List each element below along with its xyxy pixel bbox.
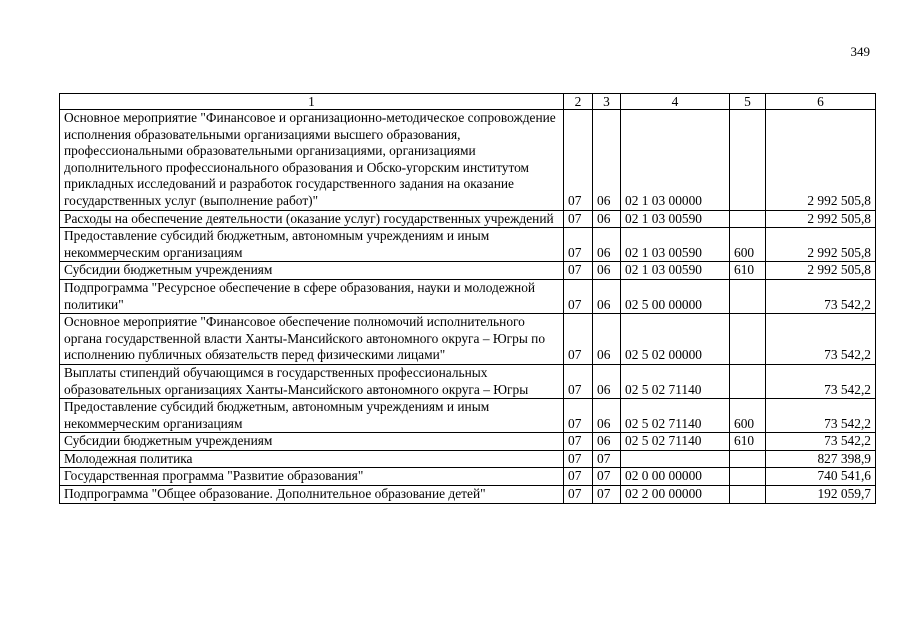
row-subsection: 07 [593, 486, 621, 504]
row-subsection: 06 [593, 314, 621, 365]
table-row [60, 486, 876, 504]
row-name: Предоставление субсидий бюджетным, автономным учреждениям и иным некоммерческим организациям [60, 228, 564, 262]
row-name: Выплаты стипендий обучающимся в государственных профессиональных образовательных организациях Ханты-Мансийского автономного округа – Югры [60, 364, 564, 398]
table-row [60, 228, 876, 262]
row-expense-type [730, 450, 766, 468]
row-expense-type: 610 [730, 433, 766, 451]
table-row [60, 110, 876, 211]
row-name: Расходы на обеспечение деятельности (оказание услуг) государственных учреждений [60, 210, 564, 228]
row-amount: 73 542,2 [766, 364, 876, 398]
row-section: 07 [564, 399, 593, 433]
row-name: Субсидии бюджетным учреждениям [60, 262, 564, 280]
budget-table [59, 93, 876, 504]
table-row [60, 450, 876, 468]
row-section: 07 [564, 314, 593, 365]
table-row [60, 433, 876, 451]
row-section: 07 [564, 364, 593, 398]
row-amount: 192 059,7 [766, 486, 876, 504]
row-section: 07 [564, 262, 593, 280]
row-subsection: 06 [593, 228, 621, 262]
row-section: 07 [564, 279, 593, 313]
row-target-article: 02 5 00 00000 [621, 279, 730, 313]
table-header [60, 94, 876, 110]
row-subsection: 06 [593, 433, 621, 451]
row-expense-type [730, 210, 766, 228]
row-expense-type [730, 468, 766, 486]
row-expense-type [730, 486, 766, 504]
row-subsection: 06 [593, 262, 621, 280]
header-cell-name: 1 [60, 94, 564, 110]
row-target-article: 02 5 02 71140 [621, 433, 730, 451]
header-cell-rz: 2 [564, 94, 593, 110]
row-section: 07 [564, 450, 593, 468]
row-section: 07 [564, 486, 593, 504]
header-cell-csr: 4 [621, 94, 730, 110]
row-subsection: 06 [593, 279, 621, 313]
row-target-article: 02 1 03 00590 [621, 210, 730, 228]
row-amount: 827 398,9 [766, 450, 876, 468]
row-target-article: 02 1 03 00590 [621, 228, 730, 262]
row-subsection: 06 [593, 110, 621, 211]
row-subsection: 07 [593, 450, 621, 468]
row-target-article: 02 1 03 00590 [621, 262, 730, 280]
row-expense-type [730, 314, 766, 365]
row-section: 07 [564, 228, 593, 262]
row-target-article [621, 450, 730, 468]
row-amount: 73 542,2 [766, 279, 876, 313]
row-subsection: 06 [593, 399, 621, 433]
header-cell-vr: 5 [730, 94, 766, 110]
row-expense-type: 600 [730, 399, 766, 433]
header-cell-pr: 3 [593, 94, 621, 110]
row-section: 07 [564, 468, 593, 486]
row-target-article: 02 5 02 00000 [621, 314, 730, 365]
table-row [60, 468, 876, 486]
table-row [60, 399, 876, 433]
table-row [60, 210, 876, 228]
row-amount: 2 992 505,8 [766, 110, 876, 211]
row-name: Субсидии бюджетным учреждениям [60, 433, 564, 451]
row-expense-type [730, 279, 766, 313]
header-cell-sum: 6 [766, 94, 876, 110]
row-expense-type: 600 [730, 228, 766, 262]
row-section: 07 [564, 110, 593, 211]
row-expense-type [730, 364, 766, 398]
row-amount: 73 542,2 [766, 399, 876, 433]
table-row [60, 364, 876, 398]
row-amount: 2 992 505,8 [766, 228, 876, 262]
row-expense-type: 610 [730, 262, 766, 280]
row-target-article: 02 0 00 00000 [621, 468, 730, 486]
header-row [60, 94, 876, 110]
row-name: Основное мероприятие "Финансовое и организационно-методическое сопровождение исполнения образовательными организациями высшего образования, профессиональными образовательными организациями, организациями дополнительного профессионального образования и Обско-угорским институтом прикладных исследований и разработок государственного задания на оказание государственных услуг (выполнение работ)" [60, 110, 564, 211]
table-row [60, 314, 876, 365]
row-name: Государственная программа "Развитие образования" [60, 468, 564, 486]
row-name: Подпрограмма "Ресурсное обеспечение в сфере образования, науки и молодежной политики" [60, 279, 564, 313]
row-target-article: 02 2 00 00000 [621, 486, 730, 504]
table-row [60, 279, 876, 313]
row-name: Основное мероприятие "Финансовое обеспечение полномочий исполнительного органа государственной власти Ханты-Мансийского автономного округа – Югры по исполнению публичных обязательств перед физическими лицами" [60, 314, 564, 365]
row-target-article: 02 5 02 71140 [621, 399, 730, 433]
row-name: Молодежная политика [60, 450, 564, 468]
table-row [60, 262, 876, 280]
row-section: 07 [564, 433, 593, 451]
row-amount: 73 542,2 [766, 433, 876, 451]
row-subsection: 06 [593, 210, 621, 228]
row-amount: 73 542,2 [766, 314, 876, 365]
row-subsection: 07 [593, 468, 621, 486]
row-name: Подпрограмма "Общее образование. Дополнительное образование детей" [60, 486, 564, 504]
row-expense-type [730, 110, 766, 211]
row-subsection: 06 [593, 364, 621, 398]
row-amount: 740 541,6 [766, 468, 876, 486]
page-number: 349 [850, 44, 870, 59]
row-target-article: 02 1 03 00000 [621, 110, 730, 211]
table-body [60, 110, 876, 504]
row-amount: 2 992 505,8 [766, 210, 876, 228]
row-amount: 2 992 505,8 [766, 262, 876, 280]
row-section: 07 [564, 210, 593, 228]
row-target-article: 02 5 02 71140 [621, 364, 730, 398]
row-name: Предоставление субсидий бюджетным, автономным учреждениям и иным некоммерческим организациям [60, 399, 564, 433]
